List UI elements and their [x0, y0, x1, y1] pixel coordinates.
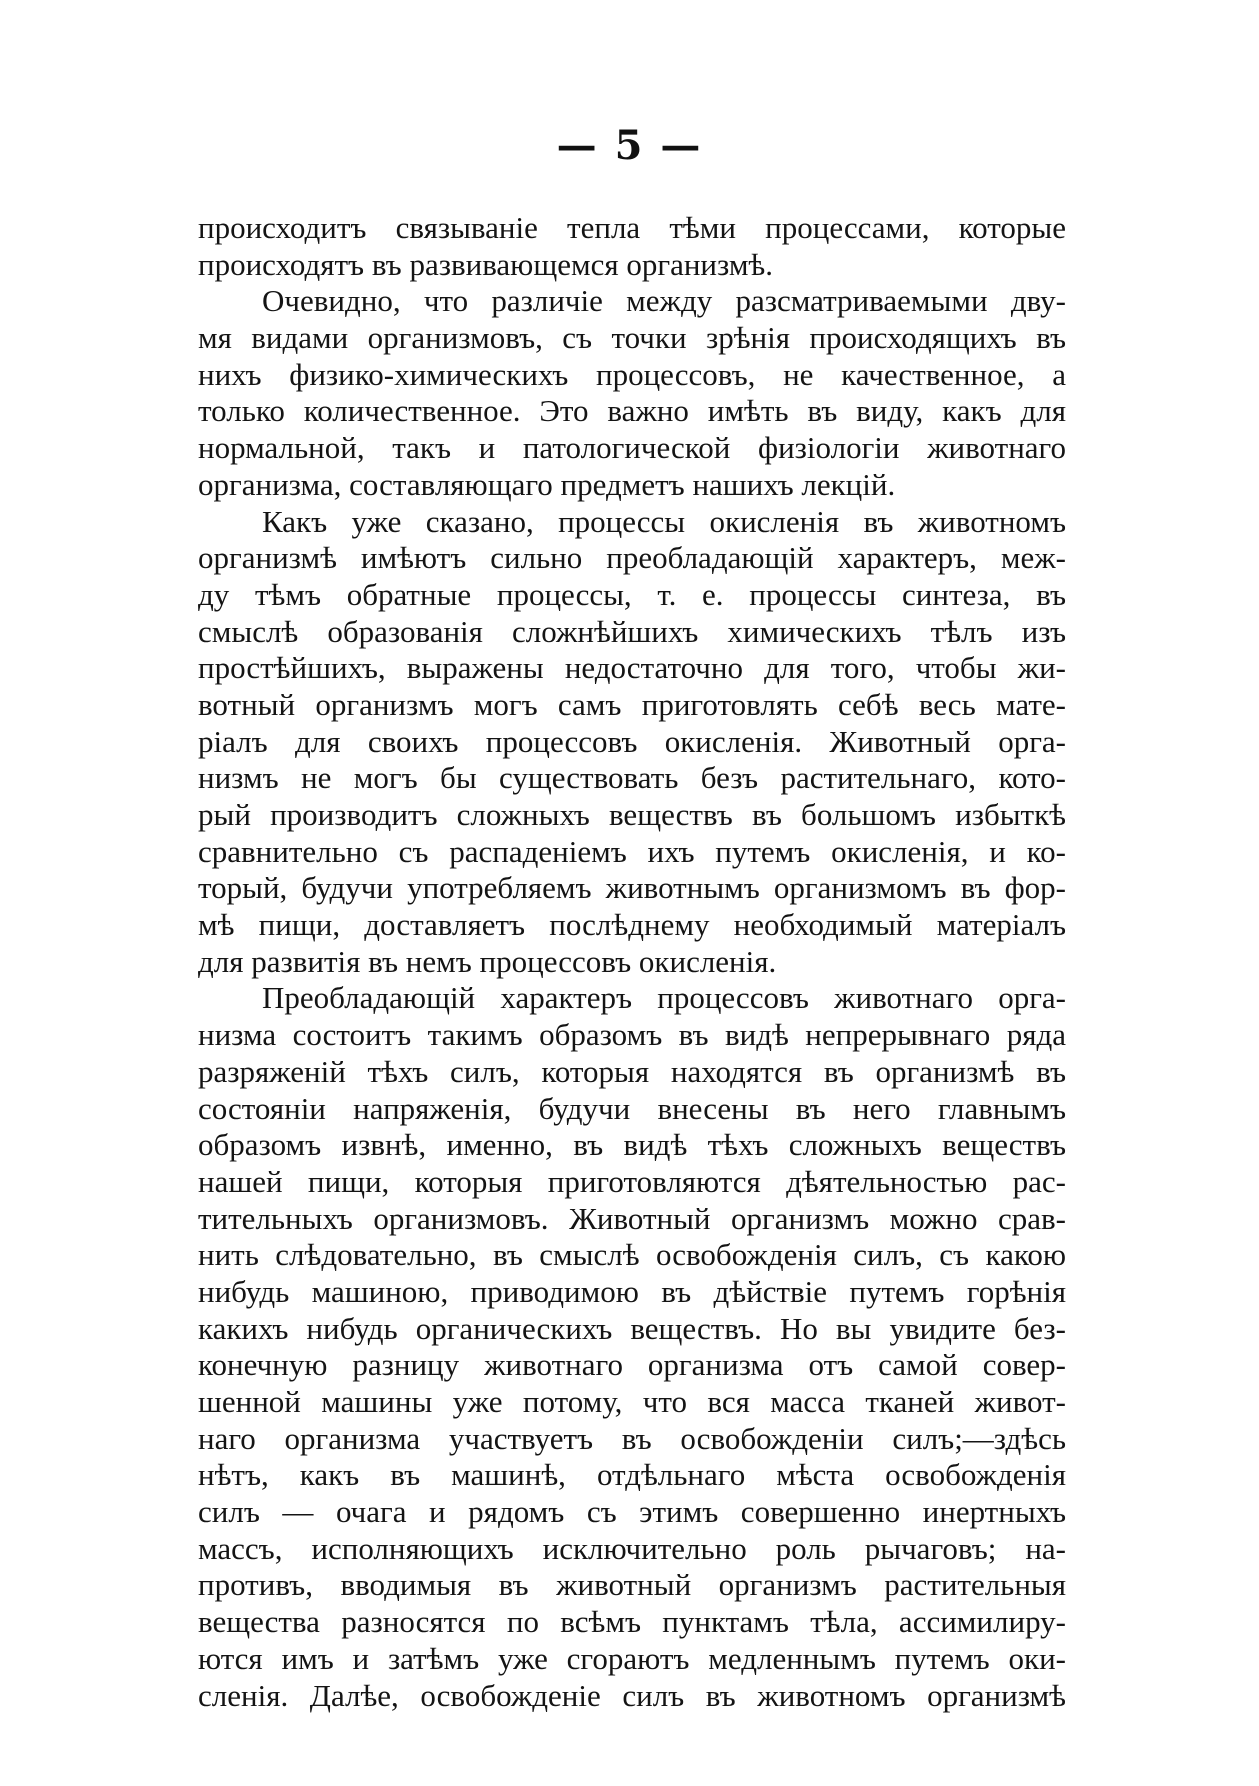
- text-line: Очевидно, что различіе между разсматриваемыми дву-: [262, 283, 1066, 319]
- text-line: для развитія въ немъ процессовъ окисленія.: [198, 943, 777, 979]
- text-line: ріалъ для своихъ процессовъ окисленія. Животный орга-: [198, 723, 1066, 759]
- text-line: ются имъ и затѣмъ уже сгораютъ медленнымъ путемъ оки-: [198, 1640, 1066, 1676]
- text-line: силъ — очага и рядомъ съ этимъ совершенно инертныхъ: [198, 1494, 1066, 1530]
- text-line: нашей пищи, которыя приготовляются дѣятельностью рас-: [198, 1163, 1066, 1199]
- text-line: мѣ пищи, доставляетъ послѣднему необходимый матеріалъ: [198, 907, 1066, 943]
- text-line: происходятъ въ развивающемся организмѣ.: [198, 246, 774, 282]
- text-line: нихъ физико-химическихъ процессовъ, не качественное, а: [198, 356, 1066, 392]
- text-line: рый производитъ сложныхъ веществъ въ большомъ избыткѣ: [198, 797, 1066, 832]
- text-line: разряженій тѣхъ силъ, которыя находятся въ организмѣ въ: [198, 1053, 1066, 1089]
- text-line: нормальной, такъ и патологической физіологіи животнаго: [198, 430, 1066, 466]
- text-line: происходитъ связываніе тепла тѣми процессами, которые: [198, 210, 1066, 245]
- text-line: конечную разницу животнаго организма отъ самой совер-: [198, 1347, 1066, 1383]
- text-line: низма состоитъ такимъ образомъ въ видѣ непрерывнаго ряда: [198, 1017, 1066, 1053]
- text-line: сравнительно съ распаденіемъ ихъ путемъ окисленія, и ко-: [198, 833, 1066, 869]
- text-line: ду тѣмъ обратные процессы, т. е. процессы синтеза, въ: [198, 576, 1066, 612]
- text-line: вотный организмъ могъ самъ приготовлять себѣ весь мате-: [198, 686, 1066, 722]
- text-line: противъ, вводимыя въ животный организмъ растительныя: [198, 1567, 1066, 1603]
- text-line: сленія. Далѣе, освобожденіе силъ въ животномъ организмѣ: [198, 1677, 1066, 1713]
- text-line: простѣйшихъ, выражены недостаточно для того, чтобы жи-: [198, 650, 1066, 686]
- page-number: — 5 —: [556, 122, 703, 169]
- text-line: торый, будучи употребляемъ животнымъ организмомъ въ фор-: [198, 870, 1066, 906]
- text-line: организмѣ имѣютъ сильно преобладающій характеръ, меж-: [198, 540, 1066, 576]
- text-line: тительныхъ организмовъ. Животный организмъ можно срав-: [198, 1200, 1066, 1236]
- text-line: смыслѣ образованія сложнѣйшихъ химическихъ тѣлъ изъ: [198, 613, 1066, 649]
- text-line: состояніи напряженія, будучи внесены въ него главнымъ: [198, 1090, 1066, 1126]
- text-line: Какъ уже сказано, процессы окисленія въ животномъ: [262, 503, 1066, 539]
- text-line: наго организма участвуетъ въ освобожденіи силъ;—здѣсь: [198, 1420, 1066, 1456]
- text-line: образомъ извнѣ, именно, въ видѣ тѣхъ сложныхъ веществъ: [198, 1127, 1066, 1163]
- text-line: нибудь машиною, приводимою въ дѣйствіе путемъ горѣнія: [198, 1273, 1066, 1309]
- body-text: [198, 210, 1066, 1714]
- text-line: массъ, исполняющихъ исключительно роль рычаговъ; на-: [198, 1530, 1066, 1566]
- text-line: какихъ нибудь органическихъ веществъ. Но вы увидите без-: [198, 1310, 1066, 1346]
- text-line: вещества разносятся по всѣмъ пунктамъ тѣла, ассимилиру-: [198, 1604, 1066, 1640]
- text-line: низмъ не могъ бы существовать безъ растительнаго, кото-: [198, 760, 1066, 796]
- text-line: шенной машины уже потому, что вся масса тканей живот-: [198, 1384, 1066, 1419]
- text-line: нить слѣдовательно, въ смыслѣ освобожденія силъ, съ какою: [198, 1237, 1066, 1273]
- text-line: мя видами организмовъ, съ точки зрѣнія происходящихъ въ: [198, 320, 1066, 356]
- text-line: только количественное. Это важно имѣть въ виду, какъ для: [198, 393, 1066, 429]
- text-line: нѣтъ, какъ въ машинѣ, отдѣльнаго мѣста освобожденія: [198, 1457, 1066, 1493]
- text-line: Преобладающій характеръ процессовъ животнаго орга-: [262, 980, 1066, 1016]
- text-line: организма, составляющаго предметъ нашихъ лекцій.: [198, 466, 896, 502]
